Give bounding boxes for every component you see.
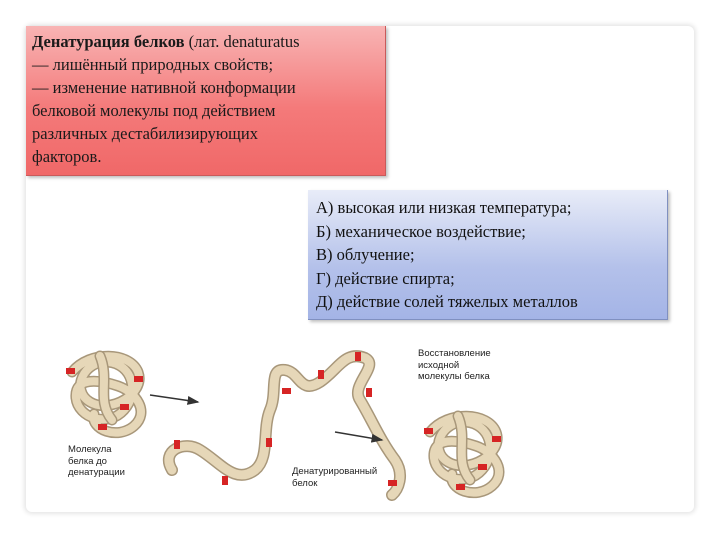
- arrow-denaturation: [150, 395, 198, 402]
- caption-line: белка до: [68, 455, 107, 467]
- factor-item: Б) механическое воздействие;: [316, 221, 526, 241]
- definition-line: — изменение нативной конформации: [32, 78, 296, 97]
- factor-item: Д) действие солей тяжелых металлов: [316, 292, 578, 311]
- factor-item: В) облучение;: [316, 245, 415, 264]
- native-protein-coil: [72, 356, 141, 433]
- caption-line: белок: [292, 477, 318, 489]
- factor-item: Г) действие спирта;: [316, 268, 455, 288]
- caption-line: Денатурированный: [292, 466, 378, 477]
- caption-line: молекулы белка: [418, 371, 490, 382]
- factor-item: А) высокая или низкая температура;: [316, 198, 572, 217]
- definition-term: Денатурация белков: [32, 32, 185, 51]
- definition-line: (лат. denaturatus: [184, 32, 300, 51]
- caption-native-protein: [68, 444, 125, 479]
- caption-line: Молекула: [68, 444, 112, 455]
- caption-restored-protein: [418, 348, 491, 383]
- caption-line: исходной: [418, 359, 460, 371]
- caption-denatured-protein: [292, 466, 377, 489]
- definition-line: различных дестабилизирующих: [32, 124, 258, 143]
- caption-line: денатурации: [68, 467, 125, 478]
- definition-line: белковой молекулы под действием: [32, 101, 276, 120]
- definition-line: — лишённый природных свойств;: [32, 55, 274, 74]
- caption-line: Восстановление: [418, 348, 491, 359]
- restored-protein-coil: [430, 416, 499, 493]
- definition-line: факторов.: [32, 147, 102, 166]
